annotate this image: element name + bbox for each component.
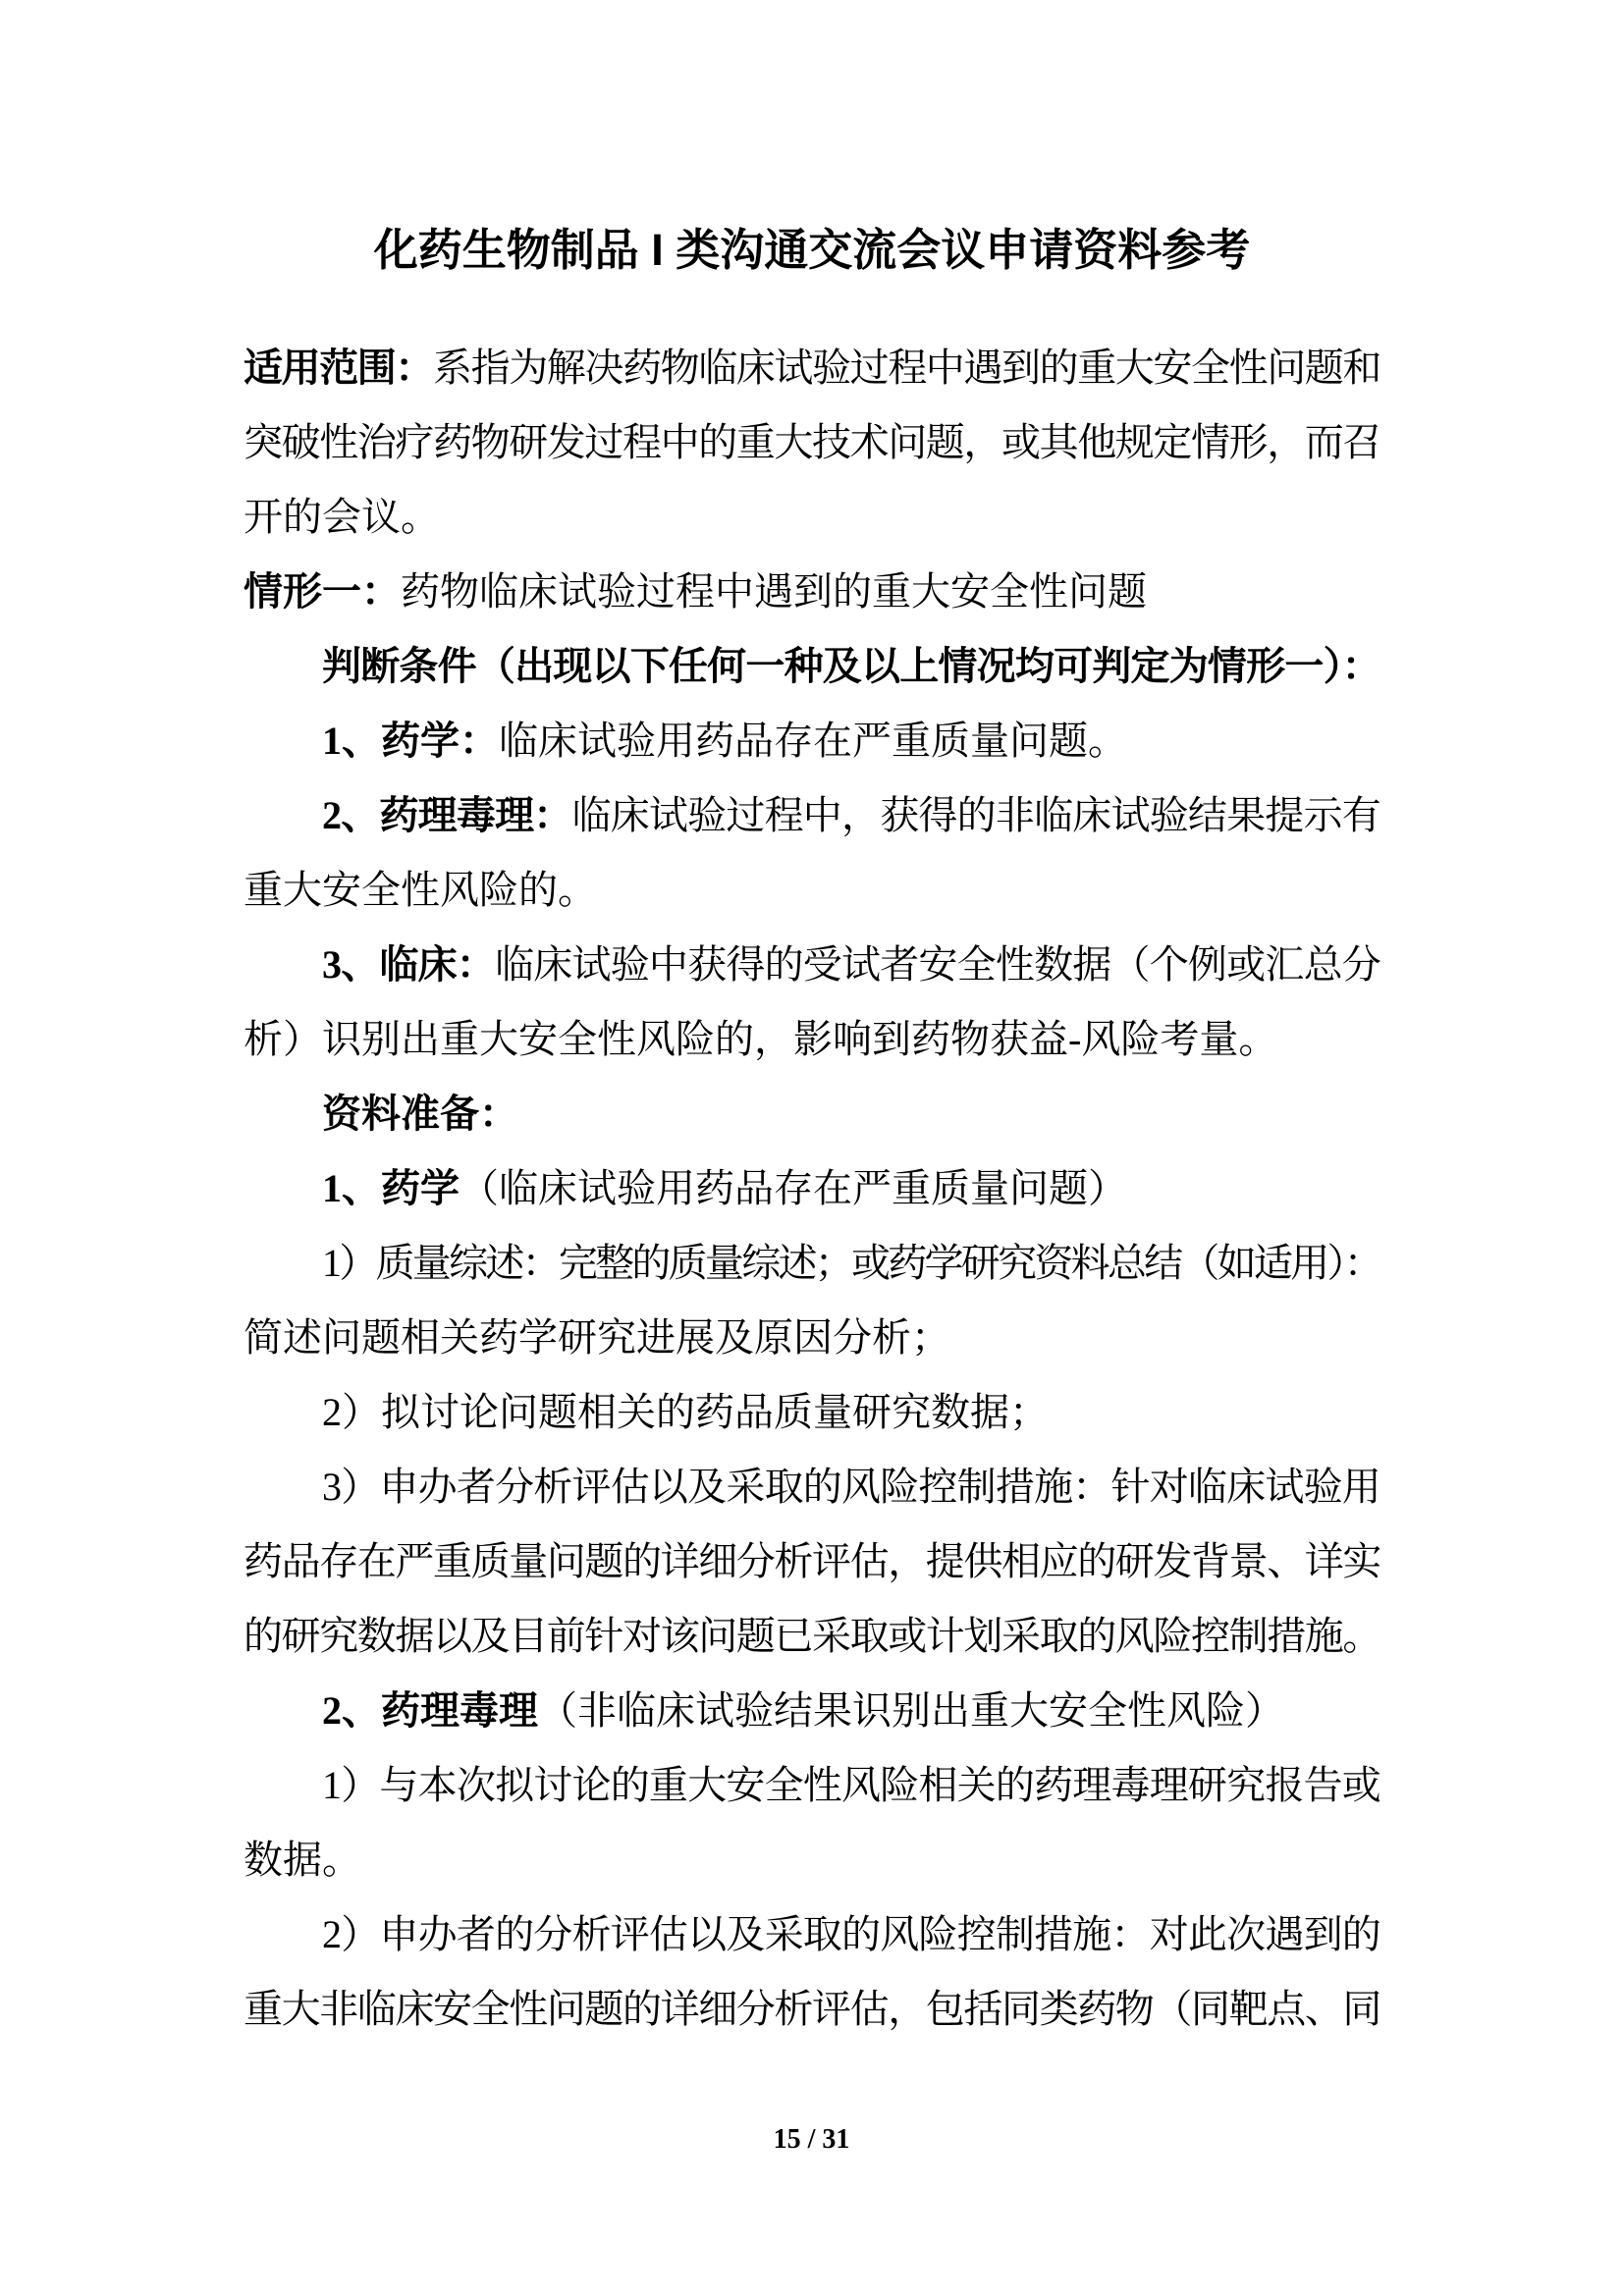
- text-line: [243, 1897, 1380, 1972]
- text-run: 系指为解决药物临床试验过程中遇到的重大安全性问题和: [433, 346, 1380, 390]
- text-line: [243, 1301, 1380, 1375]
- text-run: 数据。: [243, 1838, 361, 1882]
- text-run: 临床试验过程中，获得的非临床试验结果提示有: [571, 793, 1380, 837]
- text-run: 临床试验用药品存在严重质量问题。: [499, 719, 1127, 763]
- document-title: 化药生物制品 I 类沟通交流会议申请资料参考: [373, 225, 1251, 275]
- text-run: 重大安全性风险的。: [243, 868, 597, 912]
- text-line: [243, 1748, 1380, 1823]
- document-body: [243, 331, 1380, 2047]
- text-run: 判断条件（出现以下任何一种及以上情况均可判定为情形一）：: [322, 644, 1380, 688]
- text-run: 1、药学: [322, 1166, 460, 1210]
- text-run: 2）申办者的分析评估以及采取的风险控制措施：对此次遇到的: [322, 1912, 1380, 1956]
- text-line: [243, 1450, 1380, 1524]
- text-run: 1）质量综述：完整的质量综述；或药学研究资料总结（如适用）：: [322, 1241, 1380, 1285]
- text-run: 开的会议。: [243, 495, 440, 539]
- text-line: [243, 480, 1380, 555]
- text-run: 3）申办者分析评估以及采取的风险控制措施：针对临床试验用: [322, 1465, 1380, 1509]
- text-run: 简述问题相关药学研究进展及原因分析；: [243, 1315, 950, 1360]
- document-content: [243, 213, 1380, 2047]
- text-run: 重大非临床安全性问题的详细分析评估，包括同类药物（同靶点、同: [243, 1987, 1380, 2031]
- text-line: [243, 1226, 1380, 1301]
- text-line: [243, 1823, 1380, 1897]
- text-line: [243, 704, 1380, 778]
- text-line: [243, 1599, 1380, 1674]
- text-run: （临床试验用药品存在严重质量问题）: [460, 1166, 1127, 1210]
- text-run: （非临床试验结果识别出重大安全性风险）: [538, 1688, 1284, 1733]
- text-line: [243, 1674, 1380, 1748]
- text-line: [243, 928, 1380, 1002]
- text-line: [243, 331, 1380, 405]
- text-line: [243, 1002, 1380, 1077]
- text-run: 资料准备：: [322, 1092, 518, 1136]
- page-number: 15 / 31: [773, 2124, 850, 2155]
- text-line: [243, 1972, 1380, 2047]
- text-run: 临床试验中获得的受试者安全性数据（个例或汇总分: [495, 942, 1381, 987]
- text-run: 情形一：: [243, 569, 401, 614]
- text-line: [243, 1151, 1380, 1226]
- text-run: 1、药学：: [322, 719, 499, 763]
- text-line: [243, 1375, 1380, 1450]
- text-run: 药品存在严重质量问题的详细分析评估，提供相应的研发背景、详实: [243, 1539, 1380, 1583]
- text-line: [243, 853, 1380, 928]
- text-run: 的研究数据以及目前针对该问题已采取或计划采取的风险控制措施。: [243, 1614, 1380, 1658]
- text-run: 突破性治疗药物研发过程中的重大技术问题，或其他规定情形，而召: [243, 420, 1380, 464]
- text-line: [243, 778, 1380, 853]
- text-run: 1）与本次拟讨论的重大安全性风险相关的药理毒理研究报告或: [322, 1763, 1380, 1807]
- text-run: 2、药理毒理: [322, 1688, 538, 1733]
- text-line: [243, 1077, 1380, 1151]
- text-run: 适用范围：: [243, 346, 433, 390]
- text-run: 2）拟讨论问题相关的药品质量研究数据；: [322, 1390, 1049, 1434]
- text-run: 析）识别出重大安全性风险的，影响到药物获益-风险考量。: [243, 1017, 1278, 1061]
- text-line: [243, 405, 1380, 480]
- text-run: 药物临床试验过程中遇到的重大安全性问题: [401, 569, 1147, 614]
- text-run: 3、临床：: [322, 942, 496, 987]
- text-run: 2、药理毒理：: [322, 793, 572, 837]
- text-line: [243, 629, 1380, 704]
- text-line: [243, 555, 1380, 629]
- text-line: [243, 1524, 1380, 1599]
